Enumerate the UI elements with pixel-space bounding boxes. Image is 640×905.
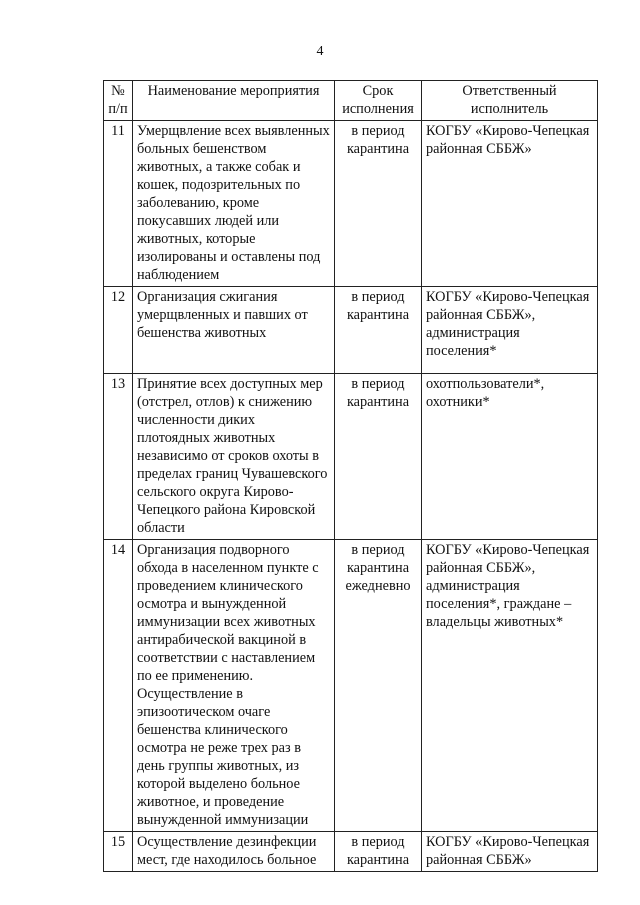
header-term: Срок исполнения bbox=[335, 81, 422, 121]
row-num: 14 bbox=[104, 540, 133, 832]
header-name: Наименование мероприятия bbox=[133, 81, 335, 121]
table-row bbox=[104, 287, 598, 374]
row-measure: Организация подворного обхода в населенном пункте с проведением клинического осмотра и вынужденной иммунизации всех животных антирабической вакциной в соответствии с наставлением по ее применению. Осуществление в эпизоотическом очаге бешенства клинического осмотра не реже трех раз в день группы животных, из которой выделено больное животное, и проведение вынужденной иммунизации bbox=[133, 540, 335, 832]
table-row bbox=[104, 121, 598, 287]
row-num: 13 bbox=[104, 374, 133, 540]
table-header-row bbox=[104, 81, 598, 121]
row-responsible: КОГБУ «Кирово-Чепецкая районная СББЖ», администрация поселения*, граждане – владельцы животных* bbox=[422, 540, 598, 832]
row-measure: Умерщвление всех выявленных больных бешенством животных, а также собак и кошек, подозрительных по заболеванию, кроме покусавших людей или животных, которые изолированы и оставлены под наблюдением bbox=[133, 121, 335, 287]
measures-table bbox=[103, 80, 598, 872]
row-responsible: охотпользователи*, охотники* bbox=[422, 374, 598, 540]
table-row bbox=[104, 540, 598, 832]
row-responsible: КОГБУ «Кирово-Чепецкая районная СББЖ», администрация поселения* bbox=[422, 287, 598, 374]
row-term: в период карантина bbox=[335, 287, 422, 374]
table-row bbox=[104, 374, 598, 540]
row-term: в период карантина bbox=[335, 121, 422, 287]
row-num: 12 bbox=[104, 287, 133, 374]
row-num: 15 bbox=[104, 832, 133, 872]
page-number: 4 bbox=[316, 44, 324, 59]
row-responsible: КОГБУ «Кирово-Чепецкая районная СББЖ» bbox=[422, 121, 598, 287]
row-measure: Принятие всех доступных мер (отстрел, отлов) к снижению численности диких плотоядных животных независимо от сроков охоты в пределах границ Чувашевского сельского округа Кирово-Чепецкого района Кировской области bbox=[133, 374, 335, 540]
row-term: в период карантина bbox=[335, 832, 422, 872]
row-measure: Осуществление дезинфекции мест, где находилось больное bbox=[133, 832, 335, 872]
header-responsible: Ответственный исполнитель bbox=[422, 81, 598, 121]
header-num: № п/п bbox=[104, 81, 133, 121]
table-row bbox=[104, 832, 598, 872]
row-term: в период карантина ежедневно bbox=[335, 540, 422, 832]
row-responsible: КОГБУ «Кирово-Чепецкая районная СББЖ» bbox=[422, 832, 598, 872]
row-num: 11 bbox=[104, 121, 133, 287]
row-term: в период карантина bbox=[335, 374, 422, 540]
row-measure: Организация сжигания умерщвленных и павших от бешенства животных bbox=[133, 287, 335, 374]
